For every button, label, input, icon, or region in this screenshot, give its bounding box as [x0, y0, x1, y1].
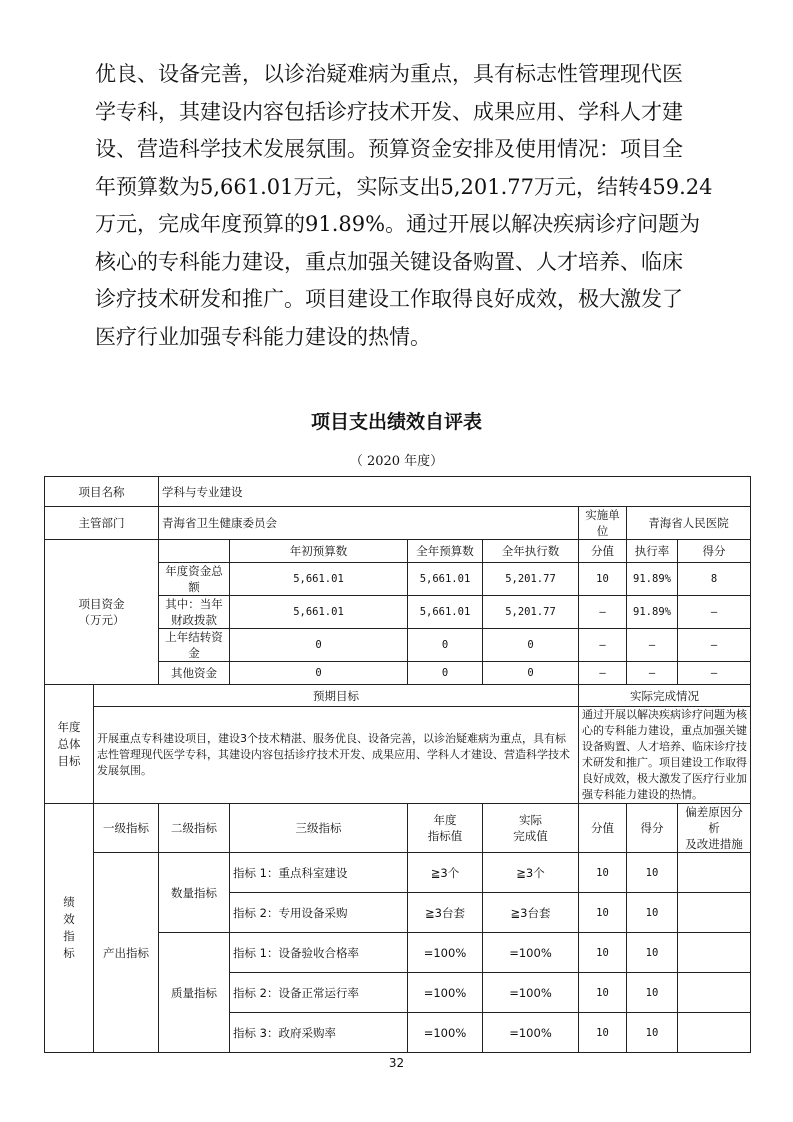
indicator-actual: ≧3个: [483, 853, 579, 893]
funds-cell: 5,661.01: [230, 563, 408, 596]
indicators-label-char: 指: [63, 929, 75, 943]
indicator-score-value: 10: [579, 893, 627, 933]
table-title: 项目支出绩效自评表: [310, 411, 482, 433]
project-name-value: 学科与专业建设: [159, 477, 751, 507]
impl-value: 青海省人民医院: [627, 507, 751, 540]
funds-header-rate: 执行率: [627, 540, 678, 563]
funds-label-line2: （万元）: [78, 613, 125, 627]
indicator-score: 10: [627, 1013, 678, 1053]
funds-cell: 10: [579, 563, 627, 596]
header-actual: [483, 804, 579, 853]
project-name-row: [45, 477, 751, 507]
header-target-line1: 年度: [433, 813, 457, 827]
indicator-row: [45, 853, 751, 893]
actual-completion-header: 实际完成情况: [579, 685, 751, 707]
funds-cell: 0: [408, 662, 483, 685]
header-deviation: [678, 804, 751, 853]
funds-cell: 0: [408, 629, 483, 662]
funds-header-score: 得分: [678, 540, 751, 563]
indicators-label-char: 绩: [63, 895, 75, 909]
indicator-score-value: 10: [579, 933, 627, 973]
paragraph-line: 年预算数为5,661.01万元，实际支出5,201.77万元，结转459.24: [95, 174, 713, 199]
funds-header-blank: [159, 540, 230, 563]
dept-label: 主管部门: [45, 507, 159, 540]
paragraph-line: 诊疗技术研发和推广。项目建设工作取得良好成效，极大激发了: [95, 287, 683, 311]
indicator-deviation: [678, 1013, 751, 1053]
funds-cell: —: [579, 596, 627, 629]
funds-cell: —: [579, 629, 627, 662]
indicator-score-value: 10: [579, 973, 627, 1013]
indicator-target: ≧3个: [408, 853, 483, 893]
funds-cell: 0: [483, 629, 579, 662]
indicators-label-char: 效: [63, 912, 75, 926]
paragraph-line: 优良、设备完善，以诊治疑难病为重点，具有标志性管理现代医: [95, 62, 683, 86]
funds-label-line1: 项目资金: [78, 597, 125, 611]
impl-label: 实施单位: [579, 507, 627, 540]
indicator-target: =100%: [408, 933, 483, 973]
funds-cell: 5,661.01: [230, 596, 408, 629]
header-deviation-line2: 及改进措施: [685, 837, 743, 851]
overall-goal-label: [45, 685, 94, 804]
indicator-name: 指标 2：设备正常运行率: [230, 973, 408, 1013]
funds-cell: 0: [483, 662, 579, 685]
indicator-name: 指标 1：重点科室建设: [230, 853, 408, 893]
funds-row-label: 其他资金: [159, 662, 230, 685]
funds-label: [45, 540, 159, 685]
funds-cell: 5,661.01: [408, 596, 483, 629]
header-actual-line2: 完成值: [513, 829, 548, 843]
funds-cell: —: [627, 629, 678, 662]
indicator-actual: =100%: [483, 933, 579, 973]
header-level2: 二级指标: [159, 804, 230, 853]
funds-header-score-value: 分值: [579, 540, 627, 563]
level2-quantity: 数量指标: [159, 853, 230, 933]
funds-row-label: 其中：当年财政拨款: [159, 596, 230, 629]
indicator-actual: ≧3台套: [483, 893, 579, 933]
indicator-deviation: [678, 933, 751, 973]
indicator-actual: =100%: [483, 973, 579, 1013]
indicator-name: 指标 3：政府采购率: [230, 1013, 408, 1053]
funds-cell: —: [678, 662, 751, 685]
funds-cell: 0: [230, 662, 408, 685]
indicator-deviation: [678, 973, 751, 1013]
header-deviation-line1: 偏差原因分析: [685, 805, 743, 835]
paragraph-line: 核心的专科能力建设，重点加强关键设备购置、人才培养、临床: [95, 249, 683, 274]
indicator-target: ≧3台套: [408, 893, 483, 933]
actual-completion-text: 通过开展以解决疾病诊疗问题为核心的专科能力建设，重点加强关键设备购置、人才培养、临床诊疗技术研发和推广。项目建设工作取得良好成效，极大激发了医疗行业加强专科能力建设的热情。: [579, 707, 751, 804]
paragraph-line: 设、营造科学技术发展氛围。预算资金安排及使用情况：项目全: [95, 137, 683, 161]
department-row: [45, 507, 751, 540]
level1-output: 产出指标: [94, 853, 159, 1053]
overall-goal-header-row: [45, 685, 751, 707]
project-name-label: 项目名称: [45, 477, 159, 507]
header-level3: 三级指标: [230, 804, 408, 853]
indicator-deviation: [678, 893, 751, 933]
page-number: 32: [388, 1056, 405, 1070]
indicator-actual: =100%: [483, 1013, 579, 1053]
indicator-score: 10: [627, 853, 678, 893]
body-paragraph: [95, 56, 713, 356]
level2-quality: 质量指标: [159, 933, 230, 1053]
indicator-target: =100%: [408, 1013, 483, 1053]
funds-cell: —: [579, 662, 627, 685]
indicator-header-row: [45, 804, 751, 853]
expected-goal-text: 开展重点专科建设项目，建设3个技术精湛、服务优良、设备完善，以诊治疑难病为重点，具有标志性管理现代医学专科，其建设内容包括诊疗技术开发、成果应用、学科人才建设、营造科学技术发展氛围。: [94, 707, 579, 804]
overall-label-char: 年度: [57, 719, 81, 734]
indicators-label: [45, 804, 94, 1053]
funds-row-label: 年度资金总额: [159, 563, 230, 596]
funds-cell: 5,661.01: [408, 563, 483, 596]
indicators-label-char: 标: [63, 946, 75, 960]
dept-value: 青海省卫生健康委员会: [159, 507, 579, 540]
paragraph-line: 学专科，其建设内容包括诊疗技术开发、成果应用、学科人才建: [95, 99, 683, 124]
overall-label-char: 目标: [57, 753, 81, 768]
header-target-line2: 指标值: [427, 829, 463, 843]
indicator-target: =100%: [408, 973, 483, 1013]
indicator-score: 10: [627, 973, 678, 1013]
indicator-score-value: 10: [579, 853, 627, 893]
funds-header-annual: 全年预算数: [408, 540, 483, 563]
expected-goal-header: 预期目标: [94, 685, 579, 707]
overall-label-char: 总体: [57, 736, 81, 751]
header-score-value: 分值: [579, 804, 627, 853]
funds-cell: 8: [678, 563, 751, 596]
indicator-score-value: 10: [579, 1013, 627, 1053]
overall-goal-content-row: [45, 707, 751, 804]
header-target: [408, 804, 483, 853]
header-score: 得分: [627, 804, 678, 853]
funds-cell: —: [678, 629, 751, 662]
funds-header-row: [45, 540, 751, 563]
funds-cell: 91.89%: [627, 563, 678, 596]
funds-cell: —: [627, 662, 678, 685]
header-actual-line1: 实际: [519, 813, 542, 827]
funds-row-label: 上年结转资金: [159, 629, 230, 662]
indicator-score: 10: [627, 893, 678, 933]
funds-header-initial: 年初预算数: [230, 540, 408, 563]
performance-evaluation-table: [44, 476, 751, 1053]
paragraph-line: 万元，完成年度预算的91.89%。通过开展以解决疾病诊疗问题为: [95, 212, 701, 236]
funds-cell: 91.89%: [627, 596, 678, 629]
funds-cell: —: [678, 596, 751, 629]
indicator-score: 10: [627, 933, 678, 973]
paragraph-line: 医疗行业加强专科能力建设的热情。: [95, 324, 431, 349]
indicator-name: 指标 1：设备验收合格率: [230, 933, 408, 973]
header-level1: 一级指标: [94, 804, 159, 853]
funds-cell: 0: [230, 629, 408, 662]
table-year: （ 2020 年度）: [349, 454, 444, 469]
funds-header-executed: 全年执行数: [483, 540, 579, 563]
funds-cell: 5,201.77: [483, 563, 579, 596]
funds-cell: 5,201.77: [483, 596, 579, 629]
indicator-deviation: [678, 853, 751, 893]
indicator-name: 指标 2：专用设备采购: [230, 893, 408, 933]
